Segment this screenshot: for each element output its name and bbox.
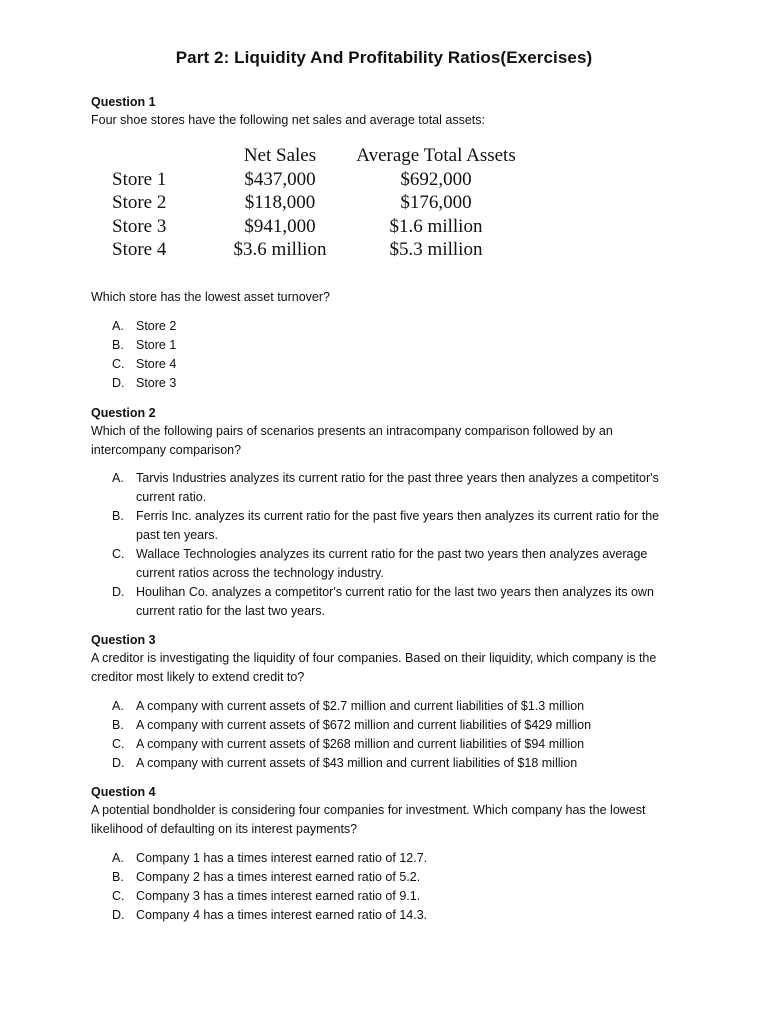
store-sales-table	[100, 144, 536, 262]
table-cell-store: Store 2	[112, 192, 167, 213]
answer-option	[112, 906, 692, 925]
table-row	[100, 191, 536, 215]
option-text: Company 4 has a times interest earned ratio of 14.3.	[136, 908, 428, 922]
option-letter: A.	[112, 471, 124, 485]
table-cell-store: Store 4	[112, 239, 167, 260]
answer-option	[112, 507, 672, 545]
answer-option	[112, 355, 692, 374]
option-text: A company with current assets of $268 million and current liabilities of $94 million	[136, 737, 585, 751]
option-letter: B.	[112, 338, 124, 352]
option-text: Store 4	[136, 357, 177, 371]
option-text: A company with current assets of $2.7 million and current liabilities of $1.3 million	[136, 699, 585, 713]
question-4-heading: Question 4	[91, 785, 156, 799]
option-letter: D.	[112, 756, 125, 770]
answer-option	[112, 849, 692, 868]
option-text: Company 1 has a times interest earned ratio of 12.7.	[136, 851, 428, 865]
question-4-text: A potential bondholder is considering four companies for investment. Which company has the lowest likelihood of defaulting on its interest payments?	[91, 803, 646, 836]
table-cell-average-total-assets: $1.6 million	[389, 215, 483, 237]
table-header-row	[100, 144, 536, 168]
option-letter: A.	[112, 699, 124, 713]
question-1-text: Four shoe stores have the following net sales and average total assets:	[91, 113, 485, 127]
option-text: Tarvis Industries analyzes its current ratio for the past three years then analyzes a competitor's current ratio.	[136, 471, 659, 504]
question-4-options	[112, 849, 692, 925]
option-letter: B.	[112, 870, 124, 884]
table-row	[100, 168, 536, 192]
table-row	[100, 238, 536, 262]
answer-option	[112, 697, 692, 716]
table-cell-net-sales: $3.6 million	[233, 239, 327, 260]
question-3-text: A creditor is investigating the liquidity of four companies. Based on their liquidity, which company is the creditor most likely to extend credit to?	[91, 651, 657, 684]
question-2-text: Which of the following pairs of scenarios presents an intracompany comparison followed by an intercompany comparison?	[91, 424, 613, 457]
question-1-prompt: Which store has the lowest asset turnover?	[91, 290, 331, 304]
question-1-options	[112, 317, 692, 393]
answer-option	[112, 336, 692, 355]
table-header-average-total-assets: Average Total Assets	[356, 145, 516, 166]
option-text: Store 2	[136, 319, 177, 333]
answer-option	[112, 754, 692, 773]
table-cell-net-sales: $437,000	[244, 168, 316, 190]
answer-option	[112, 374, 692, 393]
option-letter: D.	[112, 908, 125, 922]
question-1-heading: Question 1	[91, 95, 156, 109]
option-text: A company with current assets of $43 million and current liabilities of $18 million	[136, 756, 578, 770]
answer-option	[112, 317, 692, 336]
option-text: Store 1	[136, 338, 177, 352]
question-2-heading: Question 2	[91, 406, 156, 420]
option-text: Houlihan Co. analyzes a competitor's current ratio for the last two years then analyzes its own current ratio for the last two years.	[136, 585, 654, 618]
table-cell-store: Store 1	[112, 168, 167, 190]
answer-option	[112, 716, 692, 735]
answer-option	[112, 887, 692, 906]
question-3-heading: Question 3	[91, 633, 156, 647]
option-text: Company 2 has a times interest earned ratio of 5.2.	[136, 870, 421, 884]
answer-option	[112, 583, 672, 621]
option-text: Company 3 has a times interest earned ratio of 9.1.	[136, 889, 421, 903]
answer-option	[112, 469, 672, 507]
answer-option	[112, 735, 692, 754]
question-2-options	[112, 469, 672, 621]
option-letter: A.	[112, 851, 124, 865]
page-title: Part 2: Liquidity And Profitability Ratios(Exercises)	[175, 48, 593, 67]
table-cell-average-total-assets: $692,000	[400, 168, 472, 190]
option-letter: A.	[112, 319, 124, 333]
option-letter: B.	[112, 718, 124, 732]
option-letter: B.	[112, 509, 124, 523]
option-letter: C.	[112, 889, 125, 903]
table-header-store	[100, 144, 224, 168]
question-3-options	[112, 697, 692, 773]
answer-option	[112, 868, 692, 887]
option-text: Store 3	[136, 376, 177, 390]
option-letter: D.	[112, 585, 125, 599]
option-letter: C.	[112, 737, 125, 751]
option-text: A company with current assets of $672 million and current liabilities of $429 million	[136, 718, 592, 732]
table-cell-average-total-assets: $176,000	[400, 192, 472, 213]
table-cell-average-total-assets: $5.3 million	[389, 239, 483, 260]
table-header-net-sales: Net Sales	[243, 145, 317, 166]
table-cell-store: Store 3	[112, 215, 167, 237]
table-row	[100, 215, 536, 239]
option-text: Wallace Technologies analyzes its current ratio for the past two years then analyzes average current ratios across the technology industry.	[136, 547, 648, 580]
option-letter: C.	[112, 357, 125, 371]
answer-option	[112, 545, 672, 583]
option-letter: D.	[112, 376, 125, 390]
option-text: Ferris Inc. analyzes its current ratio for the past five years then analyzes its current ratio for the past ten years.	[136, 509, 660, 542]
table-cell-net-sales: $118,000	[244, 192, 316, 213]
table-cell-net-sales: $941,000	[244, 215, 316, 237]
option-letter: C.	[112, 547, 125, 561]
